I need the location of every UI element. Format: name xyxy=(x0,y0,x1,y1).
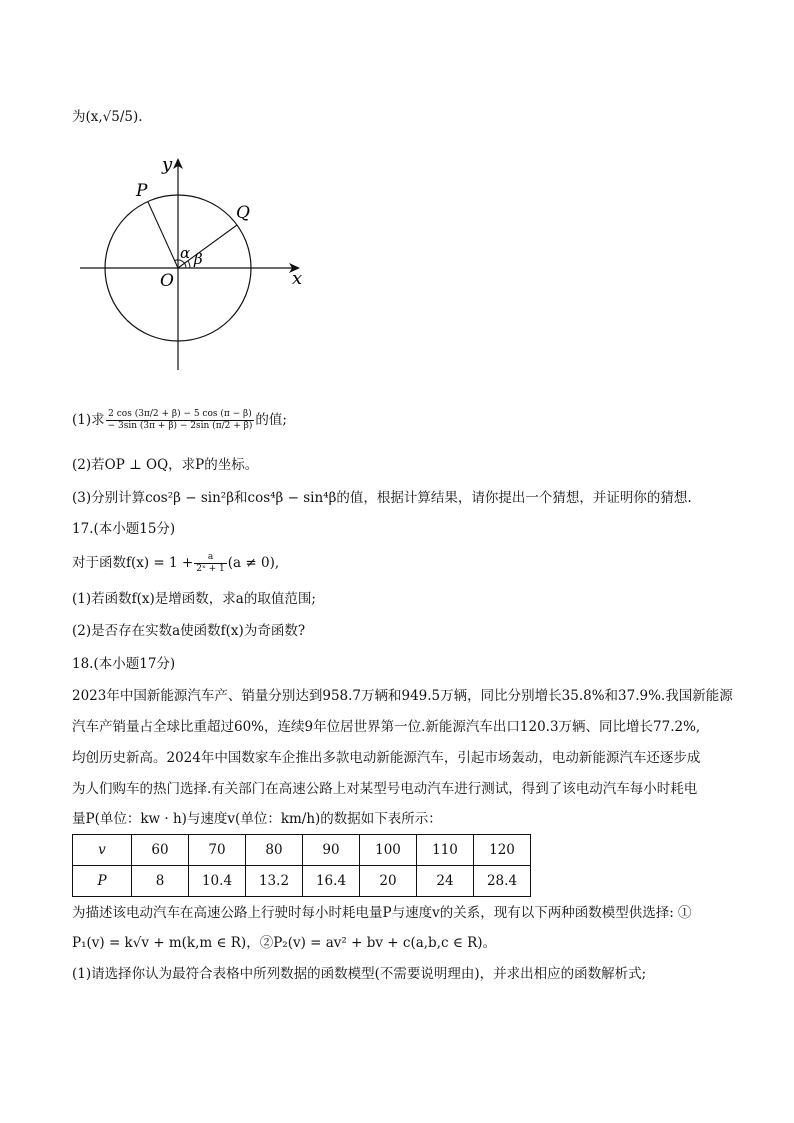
table-cell: 8 xyxy=(132,866,189,897)
problem-18-title: 18.(本小题17分) xyxy=(72,656,176,672)
unit-circle-figure xyxy=(70,150,310,375)
problem-17-q2: (2)是否存在实数a使函数f(x)为奇函数? xyxy=(72,623,306,639)
table-cell: 80 xyxy=(246,835,303,866)
table-cell: 100 xyxy=(360,835,417,866)
table-cell: 70 xyxy=(189,835,246,866)
label-P: P xyxy=(136,181,148,201)
after-table-line-1: 为描述该电动汽车在高速公路上行驶时每小时耗电量P与速度v的关系，现有以下两种函数模型供选择: ① xyxy=(72,905,692,921)
problem-18-line: 2023年中国新能源汽车产、销量分别达到958.7万辆和949.5万辆，同比分别增长35.8%和37.9%.我国新能源 xyxy=(72,688,733,704)
table-cell: 28.4 xyxy=(474,866,531,897)
label-Q: Q xyxy=(236,203,250,223)
label-O: O xyxy=(160,271,174,291)
p17-fraction: $\frac{a}{\text{2ˣ + 1}}$ xyxy=(196,552,225,574)
q1-fraction: $\frac{2 \cos (3\pi/2 + \beta) - 5 \cos (\pi - \beta)}{- 3\sin (3\pi + \beta) - 2\sin (\pi/2 + \beta)}$ xyxy=(107,409,253,431)
table-cell: 20 xyxy=(360,866,417,897)
problem-18-line: 为人们购车的热门选择.有关部门在高速公路上对某型号电动汽车进行测试，得到了该电动汽车每小时耗电 xyxy=(72,781,698,797)
problem-18-line: 量P(单位：kw · h)与速度v(单位：km/h)的数据如下表所示： xyxy=(72,811,442,827)
problem-18-line: 汽车产销量占全球比重超过60%，连续9年位居世界第一位.新能源汽车出口120.3万辆、同比增长77.2%, xyxy=(72,719,701,735)
problem-18-q1: (1)请选择你认为最符合表格中所列数据的函数模型(不需要说明理由)，并求出相应的函数解析式; xyxy=(72,966,647,982)
table-cell: 60 xyxy=(132,835,189,866)
table-cell: 110 xyxy=(417,835,474,866)
radius-OP xyxy=(148,202,178,268)
data-table xyxy=(72,834,531,897)
top-line: 为(x,√5/5). xyxy=(72,109,143,125)
table-cell: 90 xyxy=(303,835,360,866)
label-alpha: α xyxy=(180,244,191,262)
question-16-2: (2)若OP ⊥ OQ，求P的坐标。 xyxy=(72,457,259,473)
angle-beta-arc xyxy=(188,261,190,268)
table-row xyxy=(73,835,531,866)
label-x: x xyxy=(292,268,303,289)
table-cell: 13.2 xyxy=(246,866,303,897)
table-row xyxy=(73,866,531,897)
table-cell: 24 xyxy=(417,866,474,897)
problem-17-q1: (1)若函数f(x)是增函数，求a的取值范围; xyxy=(72,591,316,607)
table-row-header: P xyxy=(73,866,132,897)
label-y: y xyxy=(162,154,173,175)
table-cell: 120 xyxy=(474,835,531,866)
problem-17-function: 对于函数f(x) = 1 + $\frac{a}{\text{2ˣ + 1}}$ (a ≠ 0), xyxy=(72,552,280,574)
table-cell: 16.4 xyxy=(303,866,360,897)
label-beta: β xyxy=(194,250,203,268)
table-row-header: v xyxy=(73,835,132,866)
question-16-3: (3)分别计算cos²β − sin²β和cos⁴β − sin⁴β的值，根据计算结果，请你提出一个猜想，并证明你的猜想. xyxy=(72,490,692,506)
problem-17-title: 17.(本小题15分) xyxy=(72,521,176,537)
question-16-1: (1)求 $\frac{2 \cos (3\pi/2 + \beta) - 5 \cos (\pi - \beta)}{- 3\sin (3\pi + \beta) - 2\sin (\pi/2 + \beta)}$ 的值; xyxy=(72,409,287,431)
table-cell: 10.4 xyxy=(189,866,246,897)
problem-18-line: 均创历史新高。2024年中国数家车企推出多款电动新能源汽车，引起市场轰动，电动新能源汽车还逐步成 xyxy=(72,750,701,766)
after-table-line-2: P₁(v) = k√v + m(k,m ∈ R)，②P₂(v) = av² + bv + c(a,b,c ∈ R)。 xyxy=(72,935,497,951)
